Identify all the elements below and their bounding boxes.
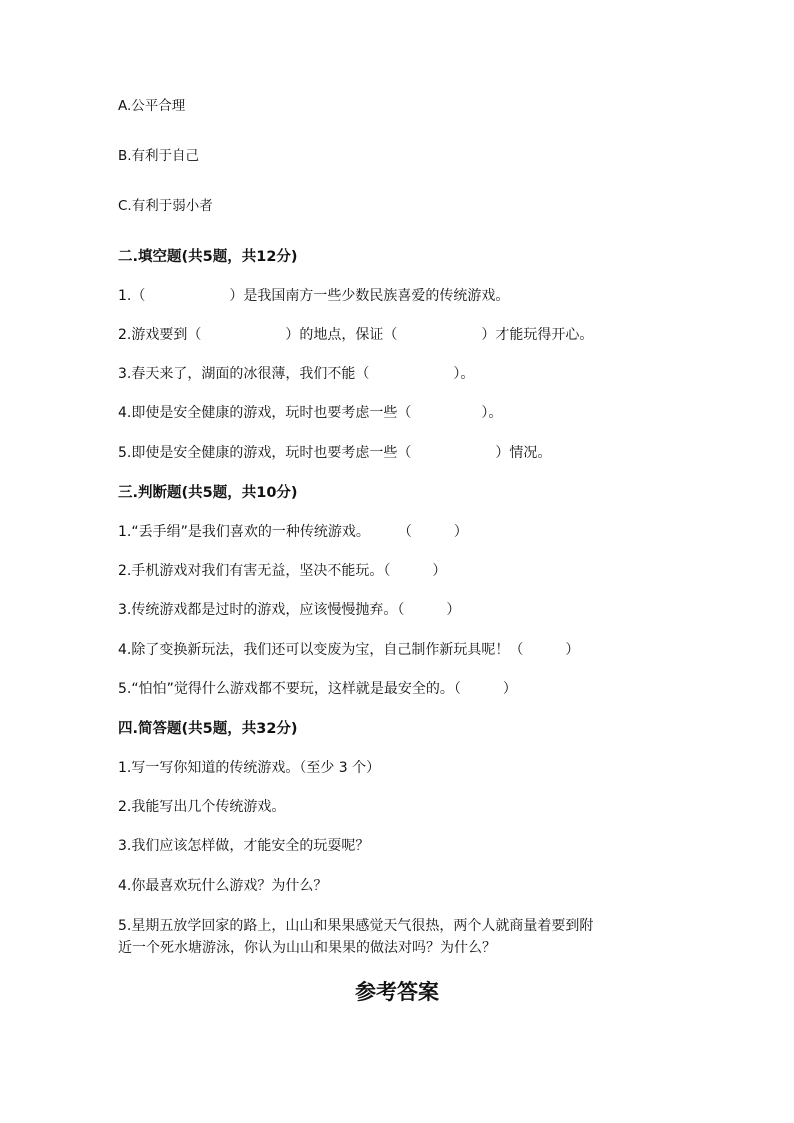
fill-question-4: 4.即使是安全健康的游戏，玩时也要考虑一些（ ）。	[118, 405, 503, 421]
short-question-4: 4.你最喜欢玩什么游戏？为什么？	[118, 878, 328, 894]
short-question-1: 1.写一写你知道的传统游戏。（至少 3 个）	[118, 760, 381, 776]
fill-question-2: 2.游戏要到（ ）的地点，保证（ ）才能玩得开心。	[118, 327, 594, 343]
section-judge-title: 三.判断题(共5题，共10分)	[118, 485, 298, 501]
judge-question-3: 3.传统游戏都是过时的游戏，应该慢慢抛弃。（ ）	[118, 602, 461, 618]
short-question-5-line-1: 5.星期五放学回家的路上，山山和果果感觉天气很热，两个人就商量着要到附	[118, 918, 594, 934]
fill-question-1: 1.（ ）是我国南方一些少数民族喜爱的传统游戏。	[118, 288, 510, 304]
section-short-title: 四.简答题(共5题，共32分)	[118, 721, 298, 737]
short-question-5-line-2: 近一个死水塘游泳，你认为山山和果果的做法对吗？为什么？	[118, 940, 496, 956]
option-a: A.公平合理	[118, 98, 186, 114]
fill-question-5: 5.即使是安全健康的游戏，玩时也要考虑一些（ ）情况。	[118, 445, 552, 461]
answer-title: 参考答案	[355, 979, 439, 1004]
option-b: B.有利于自己	[118, 148, 200, 164]
fill-question-3: 3.春天来了，湖面的冰很薄，我们不能（ ）。	[118, 366, 475, 382]
short-question-2: 2.我能写出几个传统游戏。	[118, 799, 286, 815]
judge-question-2: 2.手机游戏对我们有害无益，坚决不能玩。（ ）	[118, 563, 447, 579]
judge-question-5: 5.“怕怕”觉得什么游戏都不要玩，这样就是最安全的。（ ）	[118, 681, 517, 697]
judge-question-4: 4.除了变换新玩法，我们还可以变废为宝，自己制作新玩具呢！（ ）	[118, 642, 580, 658]
judge-question-1: 1.“丢手绢”是我们喜欢的一种传统游戏。 （ ）	[118, 524, 468, 540]
short-question-3: 3.我们应该怎样做，才能安全的玩耍呢？	[118, 838, 370, 854]
option-c: C.有利于弱小者	[118, 198, 213, 214]
section-fill-title: 二.填空题(共5题，共12分)	[118, 249, 298, 265]
